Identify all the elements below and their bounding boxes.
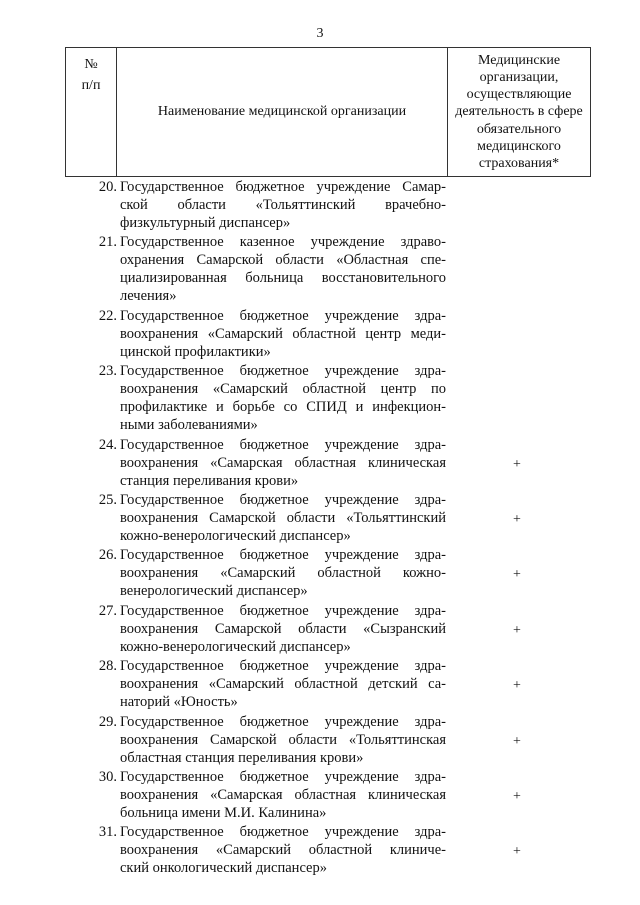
organization-name [120, 233, 446, 305]
organization-name [120, 602, 446, 656]
oms-mark: + [513, 456, 521, 472]
organization-name-line: физкультурный диспансер» [120, 215, 291, 231]
organization-name-line: Государственное бюджетное учреждение здра- [120, 658, 446, 675]
organization-name [120, 823, 446, 877]
organization-name-line: охранения Самарской области «Областная спе- [120, 252, 446, 269]
organization-name-line: ской области «Тольяттинский врачебно- [120, 197, 446, 213]
organization-name-line: воохранения Самарской области «Тольяттинский [120, 510, 446, 526]
table-row [65, 823, 589, 877]
table-row [65, 546, 589, 600]
organization-name [120, 362, 446, 434]
table-row [65, 362, 589, 434]
organization-name [120, 657, 446, 711]
organization-name-line: циализированная больница восстановительного [120, 270, 446, 287]
organization-name-line: воохранения Самарской области «Тольяттинская [120, 731, 446, 748]
organization-name-line: Государственное бюджетное учреждение здра- [120, 602, 446, 619]
organization-name-line: профилактике и борьбе со СПИД и инфекцион- [120, 399, 446, 416]
table-row [65, 713, 589, 767]
oms-mark: + [513, 678, 521, 694]
organization-name-line: Государственное бюджетное учреждение здра- [120, 769, 446, 785]
organization-name-line: Государственное бюджетное учреждение здра- [120, 436, 446, 453]
organization-name-line: лечения» [120, 288, 177, 305]
oms-mark: + [513, 622, 521, 638]
organization-name-line: больница имени М.И. Калинина» [120, 805, 327, 821]
organization-name [120, 546, 446, 600]
organization-name-line: воохранения «Самарский областной центр меди- [120, 325, 446, 342]
row-number: 31. [98, 824, 117, 841]
table-row [65, 178, 589, 232]
organization-name-line: воохранения «Самарский областной кожно- [120, 565, 446, 582]
table-row [65, 436, 589, 490]
organization-name-line: воохранения «Самарский областной центр по [120, 381, 446, 398]
organization-name-line: Государственное бюджетное учреждение здра- [120, 307, 446, 324]
organization-name-line: воохранения «Самарский областной клиниче- [120, 842, 446, 859]
organization-name-line: воохранения «Самарский областной детский са- [120, 676, 446, 693]
row-number: 29. [98, 713, 117, 730]
oms-mark: + [513, 567, 521, 583]
organization-name-line: воохранения «Самарская областная клиническая [120, 454, 446, 471]
row-number: 27. [98, 602, 117, 619]
organization-name-line: Государственное бюджетное учреждение Самар- [120, 179, 446, 195]
organization-name-line: кожно-венерологический диспансер» [120, 528, 351, 544]
organization-name-line: Государственное бюджетное учреждение здра- [120, 363, 446, 380]
table-row [65, 491, 589, 545]
row-number: 24. [98, 436, 117, 453]
organization-name-line: воохранения Самарской области «Сызранский [120, 620, 446, 637]
header-col-number [66, 48, 117, 177]
header-col-number-label: № п/п [81, 57, 101, 93]
row-number: 30. [98, 769, 117, 785]
table-row [65, 657, 589, 711]
organization-name [120, 768, 446, 822]
table-row [65, 602, 589, 656]
header-col-oms [448, 48, 591, 177]
table-row [65, 233, 589, 305]
table-row [65, 307, 589, 361]
oms-mark: + [513, 844, 521, 860]
oms-mark: + [513, 789, 521, 804]
header-col-oms-label: Медицинские организации, осуществляющие деятельность в сфере обязательного медицинского страхования* [455, 52, 583, 171]
row-number: 22. [98, 307, 117, 324]
header-col-name: Наименование медицинской организации [117, 48, 448, 177]
row-number: 20. [98, 179, 117, 195]
table-row [65, 768, 589, 822]
organization-name-line: Государственное бюджетное учреждение здра- [120, 492, 446, 508]
page-number: 3 [316, 26, 324, 41]
organization-name [120, 491, 446, 545]
organization-name-line: Государственное казенное учреждение здраво- [120, 234, 446, 251]
table-header [65, 47, 589, 177]
organization-name [120, 436, 446, 490]
organization-name-line: Государственное бюджетное учреждение здра- [120, 824, 446, 841]
organization-name-line: наторий «Юность» [120, 694, 238, 711]
organization-name-line: Государственное бюджетное учреждение здра- [120, 713, 446, 730]
row-number: 28. [98, 658, 117, 675]
organization-name-line: станция переливания крови» [120, 472, 299, 489]
organization-name-line: Государственное бюджетное учреждение здра- [120, 547, 446, 564]
row-number: 21. [98, 234, 117, 251]
organization-name [120, 307, 446, 361]
oms-mark: + [513, 733, 521, 749]
organization-name-line: воохранения «Самарская областная клиническая [120, 787, 446, 803]
organization-name-line: цинской профилактики» [120, 343, 271, 360]
oms-mark: + [513, 512, 521, 527]
organization-name-line: венерологический диспансер» [120, 583, 308, 600]
row-number: 26. [98, 547, 117, 564]
row-number: 25. [98, 492, 117, 508]
organization-name [120, 178, 446, 232]
row-number: 23. [98, 363, 117, 380]
organization-name-line: ными заболеваниями» [120, 417, 258, 434]
organization-name-line: кожно-венерологический диспансер» [120, 638, 351, 655]
organization-name [120, 713, 446, 767]
organization-name-line: ский онкологический диспансер» [120, 860, 327, 877]
organization-name-line: областная станция переливания крови» [120, 749, 364, 766]
